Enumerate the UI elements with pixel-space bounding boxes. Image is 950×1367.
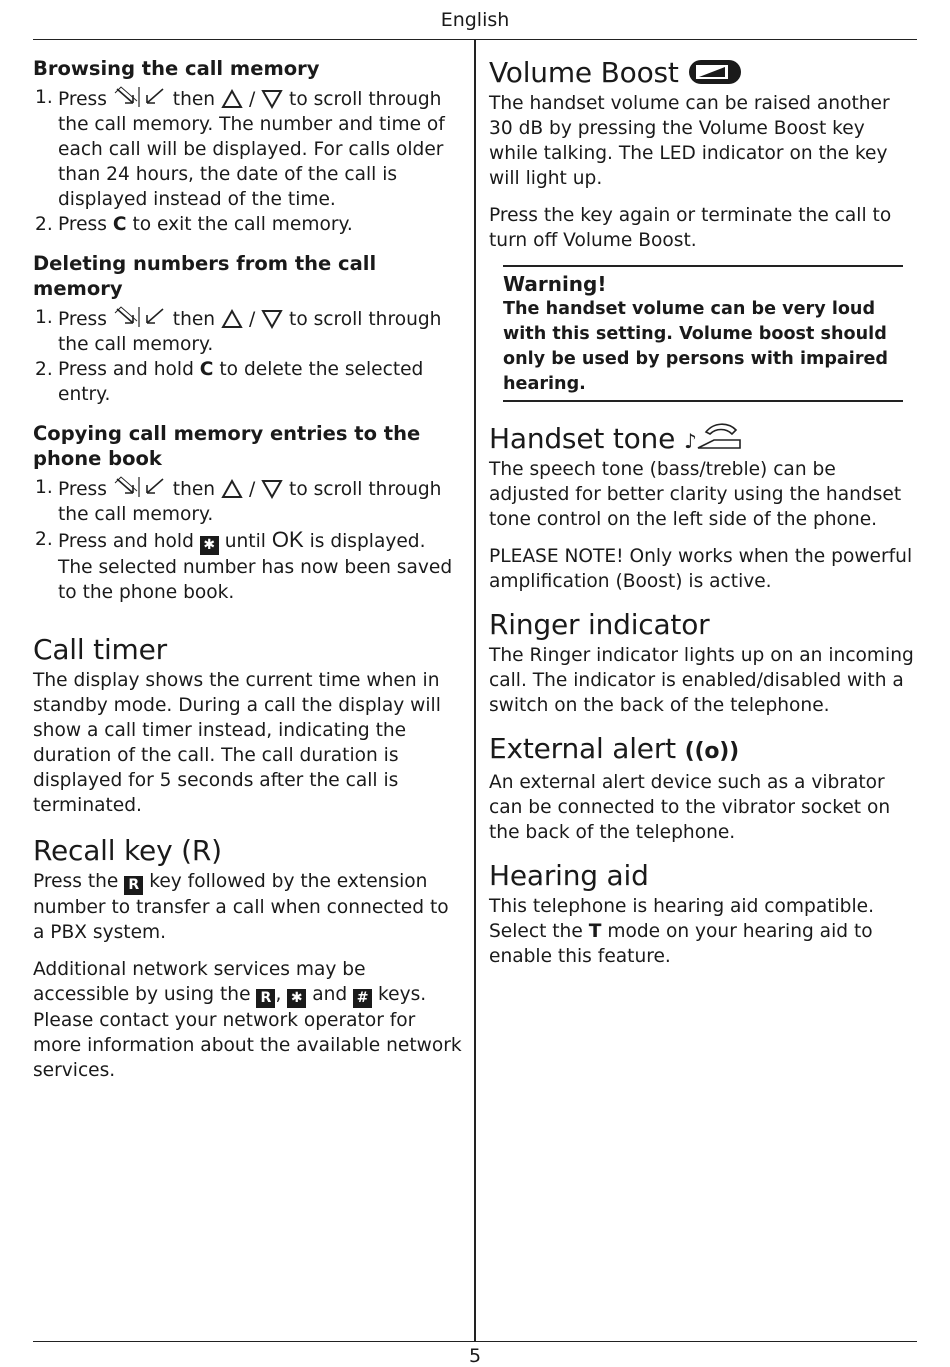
warning-box xyxy=(503,265,903,402)
recall-text: key followed by the extension number to transfer a call when connected to a PBX system. xyxy=(33,871,449,943)
warning-title: Warning! xyxy=(503,272,607,296)
deleting-step-2 xyxy=(33,357,465,407)
call-timer-section xyxy=(33,633,465,818)
copying-heading: Copying call memory entries to the phone book xyxy=(33,422,421,470)
browsing-section xyxy=(33,56,465,237)
step-text: Press xyxy=(58,214,107,235)
step-text: is displayed. The selected number has now been saved to the phone book. xyxy=(58,531,453,603)
column-divider xyxy=(474,40,476,1341)
recall-text: and xyxy=(312,984,348,1005)
step-text: Press xyxy=(58,89,107,110)
volume-boost-section xyxy=(489,56,919,253)
vibration-icon: ((o)) xyxy=(684,739,739,764)
hearing-aid-section xyxy=(489,859,919,969)
volume-boost-title: Volume Boost xyxy=(489,56,679,89)
right-column xyxy=(489,56,919,969)
step-text: then xyxy=(172,89,216,110)
volume-boost-heading xyxy=(489,56,919,90)
external-alert-title: External alert xyxy=(489,732,676,765)
browsing-step-1 xyxy=(33,85,465,212)
handset-tone-text-1: The speech tone (bass/treble) can be adjusted for better clarity using the handset tone control on the left side of the phone. xyxy=(489,459,902,530)
down-arrow-icon xyxy=(261,309,283,329)
step-text: to scroll through the call memory. The number and time of each call will be displayed. For calls older than 24 hours, the date of the call is displayed instead of the time. xyxy=(58,89,445,210)
handset-tone-heading xyxy=(489,420,919,456)
ringer-section xyxy=(489,608,919,718)
down-arrow-icon xyxy=(261,479,283,499)
step-text: / xyxy=(248,479,256,500)
recall-paragraph-1 xyxy=(33,869,465,945)
recall-text: , xyxy=(275,984,282,1005)
handset-tone-section xyxy=(489,420,919,594)
step-text: to scroll through the call memory. xyxy=(58,309,442,355)
external-alert-heading xyxy=(489,732,919,769)
t-mode-label: T xyxy=(588,921,602,942)
step-number: 1. xyxy=(35,307,53,328)
handset-tone-icon xyxy=(684,420,748,452)
star-key-icon: ✱ xyxy=(200,536,219,555)
recall-paragraph-2 xyxy=(33,957,465,1083)
browsing-heading: Browsing the call memory xyxy=(33,57,320,80)
hearing-aid-text-part: mode on your hearing aid to enable this feature. xyxy=(489,921,873,967)
page-number: 5 xyxy=(468,1345,482,1367)
copying-section xyxy=(33,421,465,605)
deleting-section xyxy=(33,251,465,407)
recall-text: keys. Please contact your network operator for more information about the available network services. xyxy=(33,984,462,1081)
call-memory-icon xyxy=(113,305,167,329)
up-arrow-icon xyxy=(221,309,243,329)
recall-text: Press the xyxy=(33,871,119,892)
step-number: 1. xyxy=(35,477,53,498)
hash-key-icon: # xyxy=(353,989,372,1008)
copying-step-2 xyxy=(33,527,465,605)
step-text: Press and hold xyxy=(58,359,194,380)
call-timer-text: The display shows the current time when in standby mode. During a call the display will show a call timer instead, indicating the duration of the call. The call duration is displayed for 5 seconds after the call is terminated. xyxy=(33,670,441,816)
step-text: until xyxy=(224,531,266,552)
step-text: then xyxy=(172,309,216,330)
volume-boost-text-1: The handset volume can be raised another 30 dB by pressing the Volume Boost key while talking. The LED indicator on the key will light up. xyxy=(489,93,890,189)
svg-text:♪: ♪ xyxy=(683,429,697,452)
step-text: then xyxy=(172,479,216,500)
ringer-text: The Ringer indicator lights up on an incoming call. The indicator is enabled/disabled with a switch on the back of the telephone. xyxy=(489,645,914,716)
step-number: 2. xyxy=(35,359,53,380)
volume-boost-key-icon xyxy=(687,58,743,86)
warning-text: The handset volume can be very loud with this setting. Volume boost should only be used by persons with impaired hearing. xyxy=(503,299,889,394)
recall-section xyxy=(33,834,465,1083)
c-key-label: C xyxy=(112,214,127,235)
browsing-steps xyxy=(33,85,465,237)
page-language-label: English xyxy=(440,9,510,31)
up-arrow-icon xyxy=(221,479,243,499)
r-key-icon: R xyxy=(124,876,143,895)
deleting-step-1 xyxy=(33,305,465,357)
deleting-heading: Deleting numbers from the call memory xyxy=(33,252,377,300)
recall-text: Additional network services may be accessible by using the xyxy=(33,959,366,1005)
step-number: 1. xyxy=(35,87,53,108)
call-memory-icon xyxy=(113,85,167,109)
star-key-icon: ✱ xyxy=(287,989,306,1008)
step-number: 2. xyxy=(35,214,53,235)
r-key-icon: R xyxy=(256,989,275,1008)
ok-display-text: OK xyxy=(271,527,304,552)
hearing-aid-text-part: This telephone is hearing aid compatible. Select the xyxy=(489,896,874,942)
down-arrow-icon xyxy=(261,89,283,109)
step-text: Press and hold xyxy=(58,531,194,552)
step-text: to scroll through the call memory. xyxy=(58,479,442,525)
copying-steps xyxy=(33,475,465,605)
step-text: Press xyxy=(58,479,107,500)
ringer-heading: Ringer indicator xyxy=(489,608,710,641)
deleting-steps xyxy=(33,305,465,407)
hearing-aid-text xyxy=(489,894,919,969)
step-text: / xyxy=(248,309,256,330)
copying-step-1 xyxy=(33,475,465,527)
left-column xyxy=(33,56,465,1083)
hearing-aid-heading: Hearing aid xyxy=(489,859,649,892)
call-timer-heading: Call timer xyxy=(33,633,167,666)
volume-boost-text-2: Press the key again or terminate the call to turn off Volume Boost. xyxy=(489,205,892,251)
call-memory-icon xyxy=(113,475,167,499)
handset-tone-title: Handset tone xyxy=(489,422,676,455)
step-text: to exit the call memory. xyxy=(132,214,353,235)
handset-tone-text-2: PLEASE NOTE! Only works when the powerful amplification (Boost) is active. xyxy=(489,546,913,592)
step-text: to delete the selected entry. xyxy=(58,359,424,405)
step-text: Press xyxy=(58,309,107,330)
up-arrow-icon xyxy=(221,89,243,109)
external-alert-text: An external alert device such as a vibrator can be connected to the vibrator socket on the back of the telephone. xyxy=(489,772,891,843)
bottom-rule xyxy=(33,1341,917,1342)
step-number: 2. xyxy=(35,529,53,550)
recall-heading: Recall key (R) xyxy=(33,834,222,867)
external-alert-section xyxy=(489,732,919,845)
c-key-label: C xyxy=(199,359,214,380)
step-text: / xyxy=(248,89,256,110)
browsing-step-2 xyxy=(33,212,465,237)
